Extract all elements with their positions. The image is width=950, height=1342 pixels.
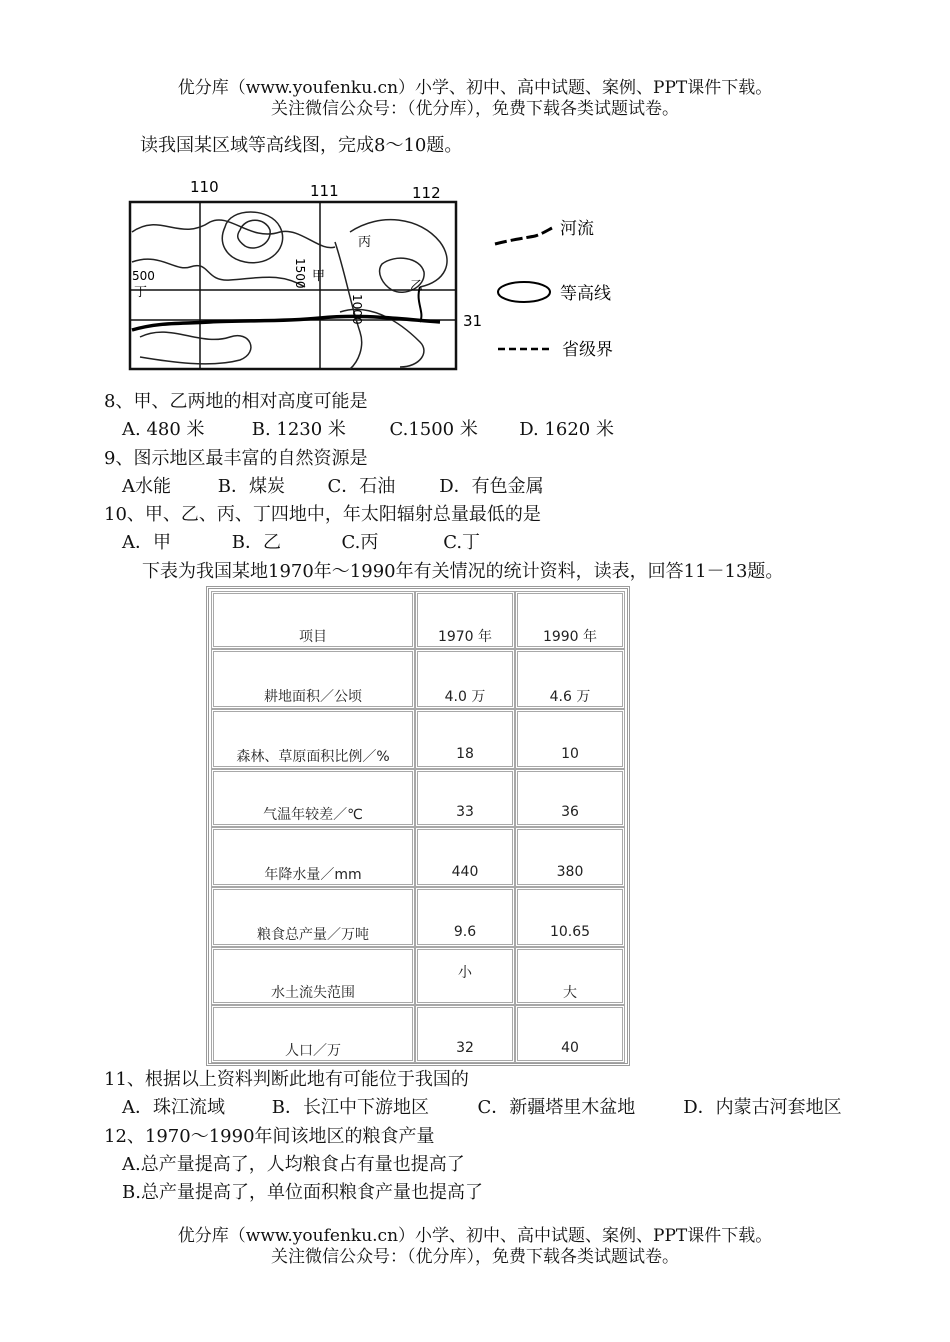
q11-option-c: C．新疆塔里木盆地 — [477, 1097, 636, 1118]
legend-boundary-label: 省级界 — [562, 340, 613, 360]
table-header-1990: 1990 年 — [515, 591, 625, 649]
contour-label-1000: 1000 — [350, 294, 364, 325]
q9-options — [122, 475, 544, 499]
contour-line — [132, 259, 305, 287]
q10-stem: 10、甲、乙、丙、丁四地中，年太阳辐射总量最低的是 — [104, 504, 541, 525]
table-intro: 下表为我国某地1970年～1990年有关情况的统计资料，读表，回答11－13题。 — [142, 561, 784, 582]
table-cell: 18 — [415, 709, 515, 769]
footer-line-1: 优分库（www.youfenku.cn）小学、初中、高中试题、案例、PPT课件下载。 — [177, 1226, 773, 1246]
contour-label-1500: 1500 — [293, 258, 307, 289]
footer-line-2: 关注微信公众号：（优分库），免费下载各类试题试卷。 — [271, 1247, 679, 1267]
table-cell: 4.6 万 — [515, 649, 625, 709]
contour-line — [350, 220, 447, 287]
table-cell: 33 — [415, 769, 515, 827]
q10-option-a: A．甲 — [122, 532, 171, 553]
legend-river-label: 河流 — [560, 219, 594, 239]
q12-option-b: B.总产量提高了，单位面积粮食产量也提高了 — [122, 1182, 483, 1203]
map-legend — [490, 210, 640, 360]
q10-option-c: C.丙 — [341, 532, 379, 553]
table-cell: 9.6 — [415, 887, 515, 947]
table-cell-label: 人口／万 — [211, 1005, 415, 1063]
lon-111: 111 — [310, 182, 339, 200]
river — [132, 316, 440, 330]
q12-option-a: A.总产量提高了，人均粮食占有量也提高了 — [122, 1154, 465, 1175]
table-cell: 小 — [415, 947, 515, 1005]
place-ding: 丁 — [134, 285, 148, 300]
table-cell: 440 — [415, 827, 515, 887]
table-header-item: 项目 — [211, 591, 415, 649]
header-line-1: 优分库（www.youfenku.cn）小学、初中、高中试题、案例、PPT课件下载。 — [177, 78, 773, 98]
q8-option-c: C.1500 米 — [389, 419, 478, 440]
table-cell: 10 — [515, 709, 625, 769]
q9-option-b: B．煤炭 — [217, 476, 285, 497]
q11-option-d: D．内蒙古河套地区 — [683, 1097, 842, 1118]
place-yi: 乙 — [410, 279, 424, 294]
place-jia: 甲 — [312, 269, 326, 284]
table-cell: 36 — [515, 769, 625, 827]
map-intro: 读我国某区域等高线图，完成8～10题。 — [140, 135, 463, 156]
table-header-1970: 1970 年 — [415, 591, 515, 649]
legend-river-symbol — [495, 228, 552, 244]
contour-line — [140, 332, 251, 364]
lat-31: 31 — [463, 312, 483, 330]
q8-options — [122, 418, 614, 442]
contour-line — [222, 212, 282, 263]
table-cell: 大 — [515, 947, 625, 1005]
q9-option-c: C．石油 — [327, 476, 396, 497]
q8-stem: 8、甲、乙两地的相对高度可能是 — [104, 391, 368, 412]
q8-option-a: A. 480 米 — [122, 419, 205, 440]
q9-option-d: D．有色金属 — [439, 476, 544, 497]
q10-option-b: B．乙 — [231, 532, 281, 553]
table-cell: 40 — [515, 1005, 625, 1063]
q9-stem: 9、图示地区最丰富的自然资源是 — [104, 448, 368, 469]
table-cell-label: 气温年较差／℃ — [211, 769, 415, 827]
lon-110: 110 — [190, 178, 219, 196]
q10-option-d: C.丁 — [443, 532, 481, 553]
legend-contour-symbol — [498, 282, 550, 302]
table-cell: 10.65 — [515, 887, 625, 947]
table-cell: 32 — [415, 1005, 515, 1063]
place-bing: 丙 — [358, 235, 372, 250]
q8-option-d: D. 1620 米 — [519, 419, 614, 440]
contour-line — [132, 220, 335, 248]
q11-option-a: A．珠江流域 — [122, 1097, 225, 1118]
table-cell: 380 — [515, 827, 625, 887]
table-cell-label: 粮食总产量／万吨 — [211, 887, 415, 947]
q11-stem: 11、根据以上资料判断此地有可能位于我国的 — [104, 1069, 469, 1090]
table-cell-label: 水土流失范围 — [211, 947, 415, 1005]
q12-stem: 12、1970～1990年间该地区的粮食产量 — [104, 1126, 435, 1147]
q11-option-b: B．长江中下游地区 — [271, 1097, 429, 1118]
table-cell: 4.0 万 — [415, 649, 515, 709]
map-frame — [130, 202, 456, 369]
table-cell-label: 年降水量／mm — [211, 827, 415, 887]
q10-options — [122, 531, 480, 555]
legend-contour-label: 等高线 — [560, 284, 611, 304]
q11-options — [122, 1096, 842, 1120]
statistics-table — [206, 586, 630, 1066]
header-line-2: 关注微信公众号：（优分库），免费下载各类试题试卷。 — [271, 99, 679, 119]
q8-option-b: B. 1230 米 — [251, 419, 346, 440]
contour-map — [120, 172, 483, 372]
table-cell-label: 森林、草原面积比例／% — [211, 709, 415, 769]
table-cell-label: 耕地面积／公顷 — [211, 649, 415, 709]
lon-112: 112 — [412, 184, 441, 202]
q9-option-a: A水能 — [122, 476, 171, 497]
contour-label-500: 500 — [132, 269, 155, 283]
